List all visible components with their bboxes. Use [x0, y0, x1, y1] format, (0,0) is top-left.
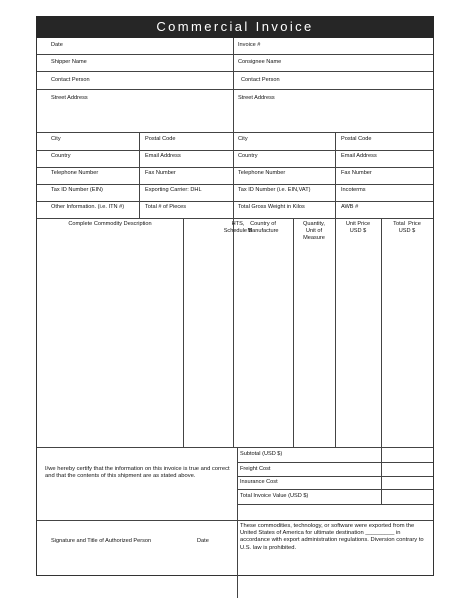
signature-date-label: Date — [197, 538, 209, 544]
date-label: Date — [51, 42, 63, 48]
consignee-contact-label: Contact Person — [241, 77, 280, 83]
shipper-country-label: Country — [51, 153, 71, 159]
header-unit-price: Unit Price USD $ — [345, 221, 371, 234]
exporting-carrier-label: Exporting Carrier: DHL — [145, 187, 202, 193]
consignee-country-label: Country — [238, 153, 258, 159]
consignee-taxid-label: Tax ID Number (i.e. EIN,VAT) — [238, 187, 311, 193]
consignee-fax-label: Fax Number — [341, 170, 372, 176]
shipper-fax-label: Fax Number — [145, 170, 176, 176]
signature-label: Signature and Title of Authorized Person — [51, 538, 152, 544]
shipper-contact-label: Contact Person — [51, 77, 90, 83]
consignee-name-label: Consignee Name — [238, 59, 282, 65]
consignee-email-label: Email Address — [341, 153, 377, 159]
shipper-email-label: Email Address — [145, 153, 181, 159]
invoice-number-label: Invoice # — [238, 42, 261, 48]
total-weight-label: Total Gross Weight in Kilos — [238, 204, 305, 210]
awb-label: AWB # — [341, 204, 359, 210]
consignee-city-label: City — [238, 136, 248, 142]
insurance-cost-label: Insurance Cost — [240, 479, 278, 485]
certification-text: I/we hereby certify that the information on this invoice is true and correct and that the contents of this shipment are as stated above. — [45, 466, 230, 480]
shipper-name-label: Shipper Name — [51, 59, 87, 65]
total-invoice-value-label: Total Invoice Value (USD $) — [240, 493, 309, 499]
shipper-taxid-label: Tax ID Number (EIN) — [51, 187, 103, 193]
header-hts: HTS, Schedule B — [223, 221, 253, 234]
incoterms-label: Incoterms — [341, 187, 366, 193]
header-quantity: Quantity, Unit of Measure — [303, 221, 325, 241]
shipper-street-label: Street Address — [51, 95, 88, 101]
total-pieces-label: Total # of Pieces — [145, 204, 187, 210]
invoice-title: Commercial Invoice — [36, 16, 434, 38]
shipper-postal-label: Postal Code — [145, 136, 176, 142]
invoice-frame — [36, 38, 434, 576]
subtotal-label: Subtotal (USD $) — [240, 451, 283, 457]
header-total-price: Total Price USD $ — [393, 221, 421, 234]
consignee-postal-label: Postal Code — [341, 136, 372, 142]
header-country: Country of Manufacture — [247, 221, 279, 234]
shipper-city-label: City — [51, 136, 61, 142]
shipper-phone-label: Telephone Number — [51, 170, 99, 176]
header-description: Complete Commodity Description — [68, 221, 152, 227]
invoice-sheet — [36, 16, 434, 576]
freight-cost-label: Freight Cost — [240, 466, 271, 472]
consignee-phone-label: Telephone Number — [238, 170, 286, 176]
export-notice-text: These commodities, technology, or software were exported from the United States of America for ultimate destination _________ in accordance with export administration regulations. Diversion contrary to U.S. law is prohibited. — [240, 523, 424, 551]
other-info-label: Other Information. (i.e. ITN #) — [51, 204, 125, 210]
consignee-street-label: Street Address — [238, 95, 275, 101]
